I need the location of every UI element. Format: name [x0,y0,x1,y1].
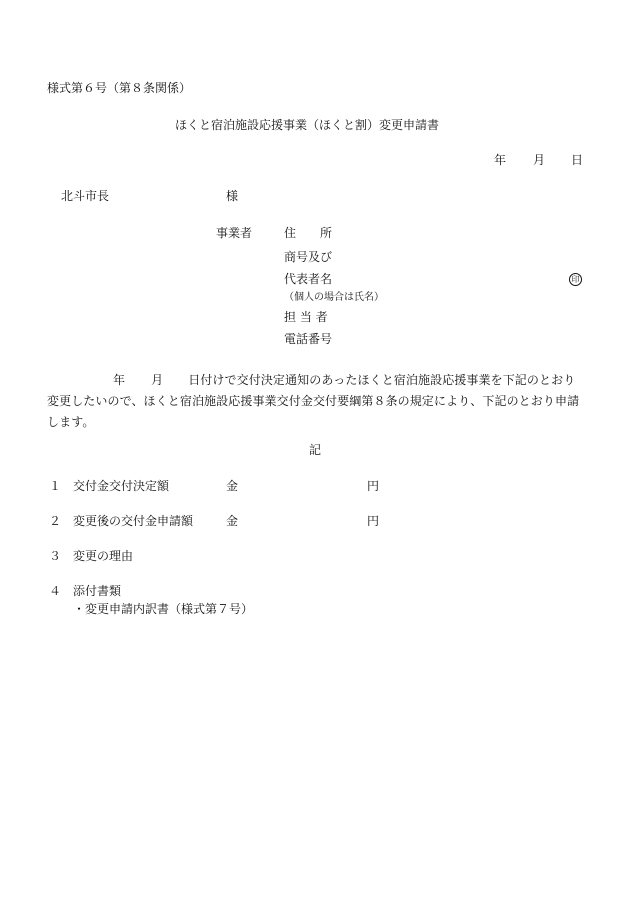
item-2-suffix: 円 [367,514,380,528]
item-3-label: 変更の理由 [73,549,134,563]
item-4-attachment: ・変更申請内訳書（様式第７号） [73,602,254,616]
addressee-honorific: 様 [226,189,239,203]
applicant-label: 事業者 [216,226,253,240]
item-1-label: 交付金交付決定額 [73,479,170,493]
business-name-label: 商号及び [284,250,333,264]
individual-note: （個人の場合は氏名） [284,292,384,303]
date-year: 年 [494,153,507,167]
item-4-number: ４ [49,584,62,598]
body-month: 月 [151,373,164,387]
document-title: ほくと宿泊施設応援事業（ほくと割）変更申請書 [175,118,440,132]
representative-label: 代表者名 [284,272,333,286]
form-number: 様式第６号（第８条関係） [47,81,192,95]
item-2-prefix: 金 [226,514,239,528]
contact-person-label: 担 当 者 [284,310,328,324]
item-1-suffix: 円 [367,479,380,493]
item-2-label: 変更後の交付金申請額 [73,514,194,528]
phone-label: 電話番号 [284,332,333,346]
item-3-number: ３ [49,549,62,563]
date-day: 日 [571,153,584,167]
item-4-label: 添付書類 [73,584,122,598]
body-main-text: 日付けで交付決定通知のあったほくと宿泊施設応援事業を下記のとおり変更したいので、ほくと宿泊施設応援事業交付金交付要綱第８条の規定により、下記のとおり申請します。 [47,373,580,429]
address-label: 住 所 [284,226,333,240]
item-2-number: ２ [49,514,62,528]
addressee-name: 北斗市長 [61,189,110,203]
ki-heading: 記 [309,443,322,457]
body-year: 年 [113,373,126,387]
body-paragraph [47,370,587,433]
date-month: 月 [533,153,546,167]
item-1-number: １ [49,479,62,493]
seal-mark: 印 [569,273,582,286]
item-1-prefix: 金 [226,479,239,493]
